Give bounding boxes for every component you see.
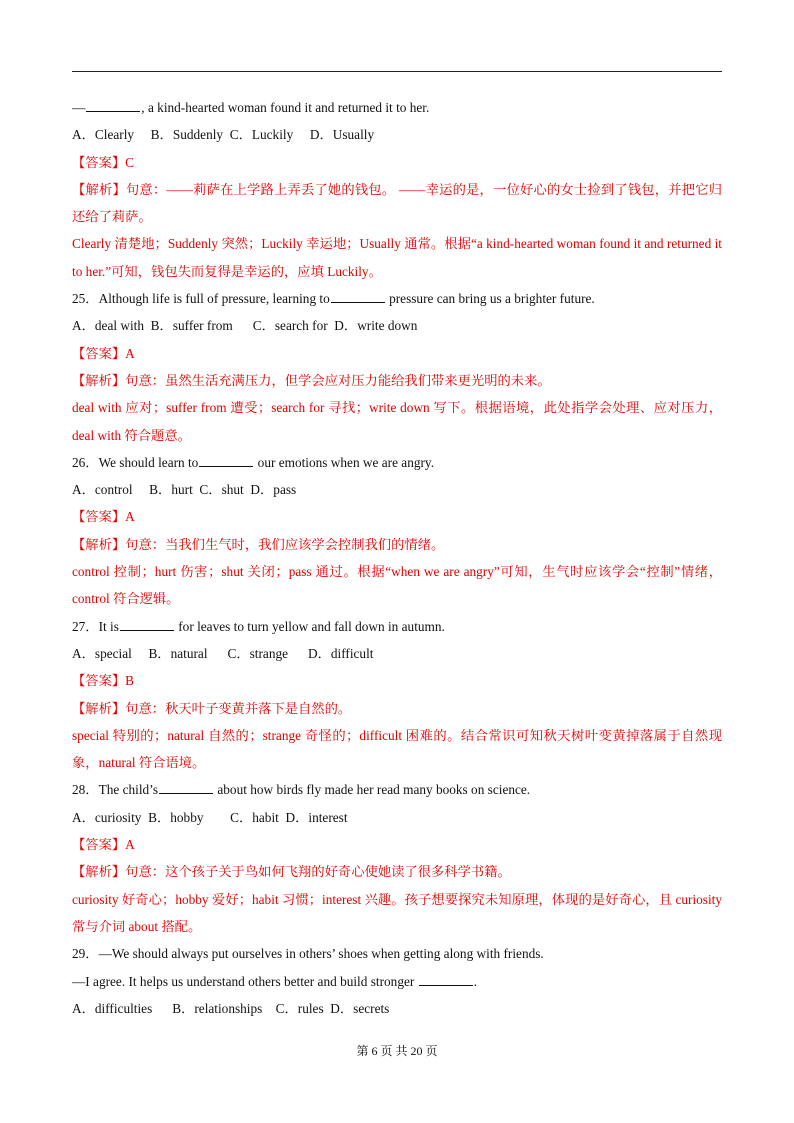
q26-explanation-1: 【解析】句意：当我们生气时，我们应该学会控制我们的情绪。 — [72, 536, 445, 552]
q26-stem — [72, 449, 722, 476]
q28-stem — [72, 776, 722, 803]
page-content — [72, 94, 722, 1022]
q29-line2-pre: —I agree. It helps us understand others better and build stronger — [72, 973, 415, 989]
q27-stem-post: for leaves to turn yellow and fall down in autumn. — [174, 618, 445, 634]
q27-answer: 【答案】B — [72, 673, 135, 689]
q25-options: A．deal with B．suffer from C．search for D．write down — [72, 318, 418, 334]
q25-explanation-1: 【解析】句意：虽然生活充满压力，但学会应对压力能给我们带来更光明的未来。 — [72, 372, 551, 388]
q29-blank — [419, 973, 473, 986]
q24-answer: 【答案】C — [72, 154, 135, 170]
page-footer: 第 6 页 共 20 页 — [356, 1044, 438, 1058]
q27-stem — [72, 613, 722, 640]
q25-stem-pre: 25．Although life is full of pressure, learning to — [72, 291, 330, 307]
q27-explanation-2: special 特别的；natural 自然的；strange 奇怪的；difficult 困难的。结合常识可知秋天树叶变黄掉落属于自然现象，natural 符合语境。 — [72, 727, 722, 771]
q26-options: A．control B．hurt C．shut D．pass — [72, 482, 297, 498]
q25-explanation-2: deal with 应对；suffer from 遭受；search for 寻找；write down 写下。根据语境，此处指学会处理、应对压力，deal with 符合题意。 — [72, 400, 722, 443]
q26-explanation-2: control 控制；hurt 伤害；shut 关闭；pass 通过。根据“when we are angry”可知，生气时应该学会“控制”情绪，control 符合逻辑。 — [72, 564, 722, 607]
header-rule — [72, 71, 722, 72]
q24-options: A．Clearly B．Suddenly C．Luckily D．Usually — [72, 127, 375, 143]
q26-stem-post: our emotions when we are angry. — [254, 454, 435, 470]
q28-blank — [159, 781, 213, 794]
q24-blank — [86, 99, 140, 112]
q27-options: A．special B．natural C．strange D．difficult — [72, 645, 374, 661]
q28-stem-post: about how birds fly made her read many books on science. — [214, 782, 531, 798]
q26-answer: 【答案】A — [72, 509, 135, 525]
q26-blank — [199, 454, 253, 467]
q26-stem-pre: 26．We should learn to — [72, 454, 199, 470]
q25-stem-post: pressure can bring us a brighter future. — [385, 291, 595, 307]
q29-options: A．difficulties B．relationships C．rules D．secrets — [72, 1000, 390, 1016]
q28-options: A．curiosity B．hobby C．habit D．interest — [72, 809, 348, 825]
q24-explanation-2: Clearly 清楚地；Suddenly 突然；Luckily 幸运地；Usually 通常。根据“a kind-hearted woman found it and returned it to her.”可知，钱包失而复得是幸运的，应填 Luckily。 — [72, 236, 722, 279]
q25-blank — [331, 290, 385, 303]
q29-line2-post: . — [473, 973, 477, 989]
q24-stem — [72, 94, 722, 121]
q28-stem-pre: 28．The child’s — [72, 782, 159, 798]
q29-line-2 — [72, 968, 722, 995]
q25-answer: 【答案】A — [72, 345, 135, 361]
q27-explanation-1: 【解析】句意：秋天叶子变黄并落下是自然的。 — [72, 700, 352, 716]
q24-stem-pre: — — [72, 100, 86, 115]
q28-explanation-2: curiosity 好奇心；hobby 爱好；habit 习惯；interest 兴趣。孩子想要探究未知原理，体现的是好奇心，且 curiosity 常与介词 about 搭配。 — [72, 891, 722, 934]
q24-explanation-1: 【解析】句意：——莉萨在上学路上弄丢了她的钱包。 ——幸运的是，一位好心的女士捡到了钱包，并把它归还给了莉萨。 — [72, 181, 722, 225]
q28-answer: 【答案】A — [72, 837, 135, 853]
q29-line-1: 29．—We should always put ourselves in others’ shoes when getting along with friends. — [72, 946, 544, 962]
q27-blank — [120, 618, 174, 631]
q25-stem — [72, 285, 722, 312]
q27-stem-pre: 27．It is — [72, 618, 119, 634]
q24-stem-post: , a kind-hearted woman found it and returned it to her. — [141, 100, 430, 115]
q28-explanation-1: 【解析】句意：这个孩子关于鸟如何飞翔的好奇心使她读了很多科学书籍。 — [72, 864, 511, 880]
